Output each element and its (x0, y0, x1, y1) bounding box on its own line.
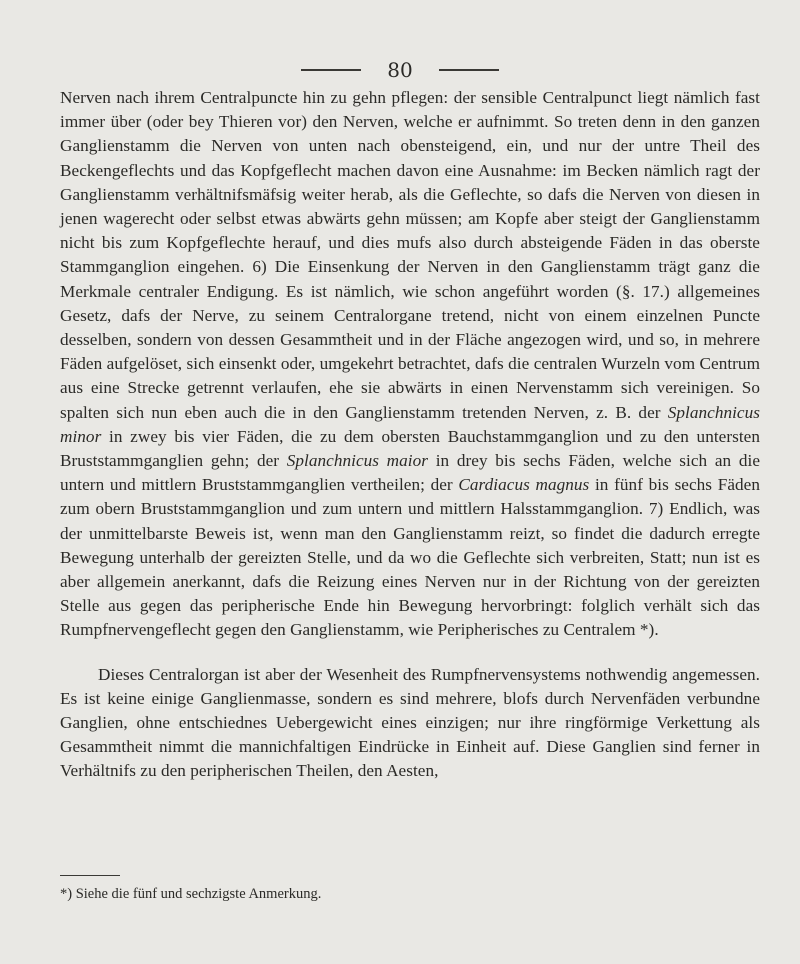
italic-splanchnicus-minor: Splanchnicus minor (60, 402, 760, 446)
page-number: 80 (387, 58, 413, 82)
page-header (0, 58, 800, 82)
paragraph-1-text-c: in drey bis sechs Fäden, welche sich an die untern und mittlern Bruststammganglien vertheilen; der (60, 451, 760, 495)
paragraph-1-text-b: in zwey bis vier Fäden, die zu dem obersten Bauchstammganglion und zu den untersten Bruststammganglien gehn; der (60, 426, 760, 471)
paragraph-2: Dieses Centralorgan ist aber der Wesenheit des Rumpfnervensystems nothwendig angemessen. Es ist keine einige Ganglienmasse, sondern es sind mehrere, blofs durch Nervenfäden verbundne Ganglien, ohne entschiednes Uebergewicht eines einzigen; nur ihre ringförmige Verkettung als Gesammtheit nimmt die mannichfaltigen Eindrücke in Einheit auf. Diese Ganglien sind ferner in Verhältnifs zu den peripherischen Theilen, den Aesten, (60, 664, 760, 781)
body-text (60, 86, 760, 784)
header-rule-right (439, 69, 499, 71)
header-rule-left (301, 69, 361, 71)
paragraph-1 (60, 86, 760, 643)
footnote: *) Siehe die fünf und sechzigste Anmerkung. (60, 886, 322, 902)
paragraph-1-text-a: Nerven nach ihrem Centralpuncte hin zu gehn pflegen: der sensible Centralpunct liegt nämlich fast immer über (oder bey Thieren vor) den Nerven, welche er aufnimmt. So treten denn in den ganzen Ganglienstamm die Nerven von unten nach obensteigend, ein, und nur der untre Theil des Beckengeflechts und das Kopfgeflecht machen davon eine Ausnahme: im Becken nämlich ragt der Ganglienstamm verhältnifsmäfsig weiter herab, als die Geflechte, so dafs die Nerven von diesen in jenen wagerecht oder selbst etwas abwärts gehn müssen; am Kopfe aber steigt der Ganglienstamm nicht bis zum Kopfgeflechte herauf, und dies mufs also durch absteigende Fäden in das oberste Stammganglion eingehen. 6) Die Einsenkung der Nerven in den Ganglienstamm trägt ganz die Merkmale centraler Endigung. Es ist nämlich, wie schon angeführt worden (§. 17.) allgemeines Gesetz, dafs der Nerve, zu seinem Centralorgane tretend, nicht von einem einzelnen Puncte desselben, sondern von dessen Gesammtheit und in der Fläche angezogen wird, und so, in mehrere Fäden aufgelöset, sich einsenkt oder, umgekehrt betrachtet, dafs die centralen Wurzeln vom Centrum aus eine Strecke getrennt verlaufen, ehe sie abwärts in einen Nervenstamm sich vereinigen. So spalten sich nun eben auch die in den Ganglienstamm tretenden Nerven, z. B. der (60, 88, 760, 422)
paragraph-1-text-d: in fünf bis sechs Fäden zum obern Bruststammganglion und zum untern und mittlern Halsstammganglion. 7) Endlich, was der unmittelbarste Beweis ist, wenn man den Ganglienstamm reizt, so findet die dadurch erregte Bewegung unterhalb der gereizten Stelle, und da wo die Geflechte sich verbreiten, Statt; nun ist es aber allgemein anerkannt, dafs die Reizung eines Nerven nur in der Richtung von der gereizten Stelle aus gegen das peripherische Ende hin Bewegung hervorbringt: folglich verhält sich das Rumpfnervengeflecht gegen den Ganglienstamm, wie Peripherisches zu Centralem *). (60, 475, 760, 640)
italic-splanchnicus-maior: Splanchnicus maior (286, 451, 429, 471)
footnote-rule (60, 875, 120, 876)
italic-cardiacus-magnus: Cardiacus magnus (458, 475, 590, 495)
